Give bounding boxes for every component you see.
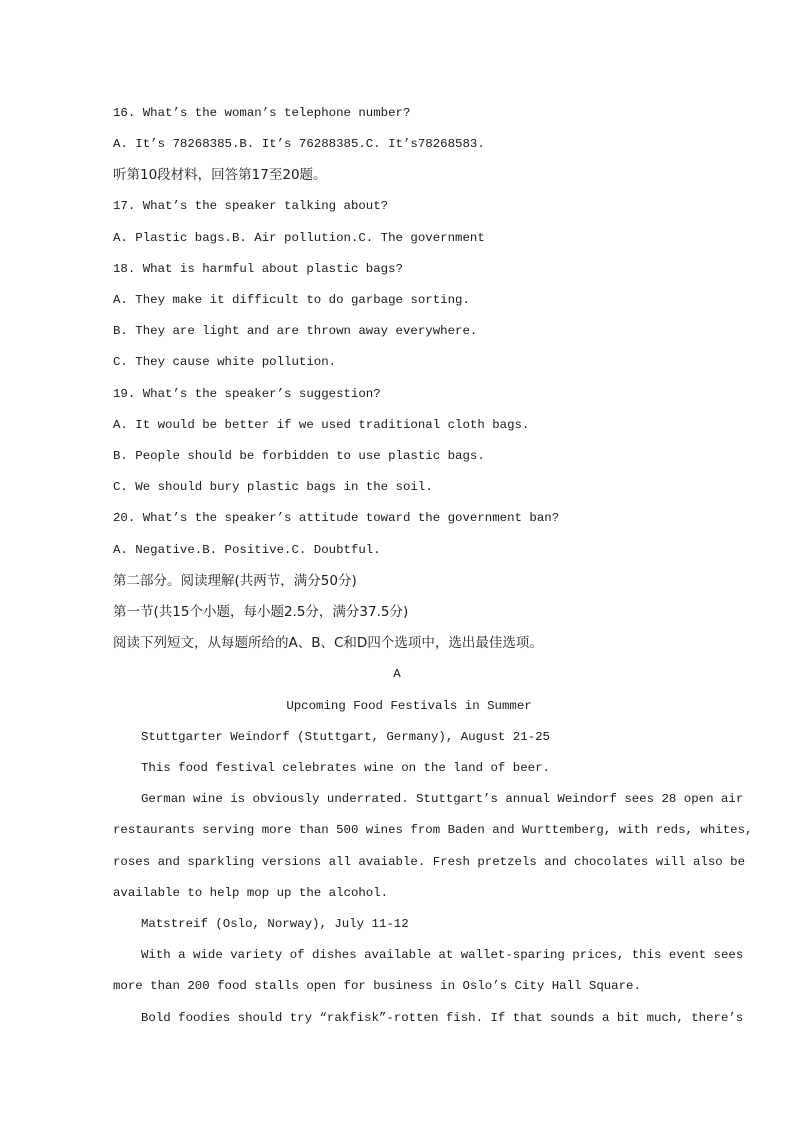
festival-1-paragraph-2-line-4: available to help mop up the alcohol. <box>113 886 389 900</box>
part2-title: 第二部分。阅读理解(共两节，满分50分) <box>113 573 357 589</box>
festival-1-paragraph-2-line-2: restaurants serving more than 500 wines from Baden and Wurttemberg, with reds, whites, <box>113 823 753 837</box>
festival-2-heading: Matstreif (Oslo, Norway), July 11-12 <box>141 917 409 931</box>
passage-label: A <box>393 667 401 681</box>
festival-2-paragraph-2-line-1: Bold foodies should try “rakfisk”-rotten fish. If that sounds a bit much, there’s <box>141 1011 744 1025</box>
question-17-options: A. Plastic bags.B. Air pollution.C. The government <box>113 231 485 245</box>
question-18-stem: 18. What is harmful about plastic bags? <box>113 262 403 276</box>
festival-1-heading: Stuttgarter Weindorf (Stuttgart, Germany), August 21-25 <box>141 730 550 744</box>
question-16-stem: 16. What’s the woman’s telephone number? <box>113 106 411 120</box>
festival-1-paragraph-2-line-3: roses and sparkling versions all avaiable. Fresh pretzels and chocolates will also be <box>113 855 746 869</box>
question-19-option-a: A. It would be better if we used traditional cloth bags. <box>113 418 530 432</box>
section-note-10: 听第10段材料，回答第17至20题。 <box>113 167 327 183</box>
question-18-option-a: A. They make it difficult to do garbage sorting. <box>113 293 470 307</box>
question-17-stem: 17. What’s the speaker talking about? <box>113 199 389 213</box>
question-20-stem: 20. What’s the speaker’s attitude toward the government ban? <box>113 511 560 525</box>
question-19-option-b: B. People should be forbidden to use plastic bags. <box>113 449 485 463</box>
passage-title: Upcoming Food Festivals in Summer <box>286 699 532 713</box>
question-19-option-c: C. We should bury plastic bags in the soil. <box>113 480 433 494</box>
festival-2-paragraph-1-line-2: more than 200 food stalls open for business in Oslo’s City Hall Square. <box>113 979 641 993</box>
question-20-options: A. Negative.B. Positive.C. Doubtful. <box>113 543 381 557</box>
question-16-options: A. It’s 78268385.B. It’s 76288385.C. It’s78268583. <box>113 137 485 151</box>
part2-instruction: 阅读下列短文，从每题所给的A、B、C和D四个选项中，选出最佳选项。 <box>113 635 543 651</box>
question-18-option-c: C. They cause white pollution. <box>113 355 337 369</box>
part2-section1: 第一节(共15个小题，每小题2.5分，满分37.5分) <box>113 604 409 620</box>
festival-1-paragraph-2-line-1: German wine is obviously underrated. Stuttgart’s annual Weindorf sees 28 open air <box>141 792 744 806</box>
festival-2-paragraph-1-line-1: With a wide variety of dishes available at wallet-sparing prices, this event sees <box>141 948 744 962</box>
question-19-stem: 19. What’s the speaker’s suggestion? <box>113 387 381 401</box>
question-18-option-b: B. They are light and are thrown away everywhere. <box>113 324 478 338</box>
festival-1-paragraph-1: This food festival celebrates wine on the land of beer. <box>141 761 550 775</box>
